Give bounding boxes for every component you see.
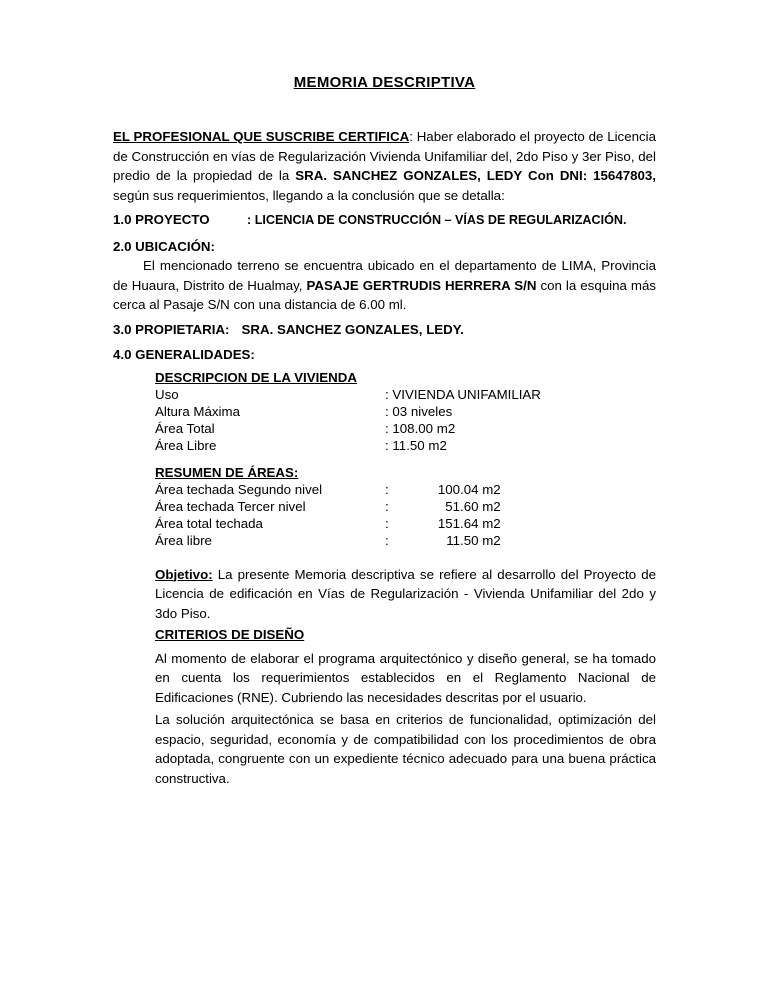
row-value: : 108.00 m2 — [385, 420, 456, 436]
resumen-row — [155, 532, 656, 549]
section-ubicacion-heading: 2.0 UBICACIÓN: — [113, 238, 215, 254]
row-label: Área Total — [155, 420, 215, 436]
intro-paragraph — [113, 127, 656, 205]
section-proyecto — [113, 210, 656, 231]
ubicacion-address: PASAJE GERTRUDIS HERRERA S/N — [306, 277, 537, 293]
intro-text-1: : Haber elaborado el proyecto de Licencia de Construcción en vías de Regularización Vivienda Unifamiliar del, 2do Piso y 3er Piso, del predio de la propiedad de la — [113, 129, 656, 183]
criterios-heading: CRITERIOS DE DISEÑO — [155, 627, 305, 642]
row-value: 51.60 m2 — [445, 498, 501, 514]
descripcion-row — [155, 437, 656, 454]
descripcion-heading: DESCRIPCION DE LA VIVIENDA — [155, 369, 357, 385]
resumen-row — [155, 498, 656, 515]
row-label: Altura Máxima — [155, 403, 240, 419]
ubicacion-paragraph — [113, 256, 656, 315]
proyecto-label: 1.0 PROYECTO — [113, 212, 210, 227]
ubicacion-text-2: con la esquina más cerca al Pasaje S/N con una distancia de 6.00 ml. — [113, 277, 656, 312]
row-label: Uso — [155, 386, 179, 402]
resumen-row — [155, 515, 656, 532]
section-propietaria — [113, 320, 656, 340]
propietaria-label: 3.0 PROPIETARIA: — [113, 321, 230, 337]
descripcion-rows — [155, 386, 656, 454]
descripcion-row — [155, 403, 656, 420]
row-value: 100.04 m2 — [437, 481, 501, 497]
row-label: Área Libre — [155, 437, 217, 453]
propietaria-value: SRA. SANCHEZ GONZALES, LEDY. — [241, 321, 464, 337]
row-colon: : — [385, 515, 389, 531]
criterios-paragraph-2: La solución arquitectónica se basa en criterios de funcionalidad, optimización del espacio, seguridad, economía y de compatibilidad con los procedimientos de obra adoptada, congruente con un expediente técnico adecuado para una buena práctica constructiva. — [155, 712, 656, 786]
resumen-rows — [155, 481, 656, 549]
row-label: Área techada Tercer nivel — [155, 498, 306, 514]
intro-text-2: según sus requerimientos, llegando a la conclusión que se detalla: — [113, 187, 505, 203]
row-value: : 11.50 m2 — [385, 437, 447, 453]
resumen-heading: RESUMEN DE ÁREAS: — [155, 464, 299, 480]
descripcion-row — [155, 386, 656, 403]
row-value: 151.64 m2 — [437, 515, 501, 531]
ubicacion-text-start: El mencionado terreno se encuentra ubicado en el departamento de LIMA, Provincia de Huaura, Distrito de Hualmay, — [113, 258, 656, 293]
objetivo-lead: Objetivo: — [155, 566, 213, 582]
row-value: : VIVIENDA UNIFAMILIAR — [385, 386, 541, 402]
row-label: Área libre — [155, 532, 212, 548]
page-title: MEMORIA DESCRIPTIVA — [293, 74, 476, 91]
objetivo-text: La presente Memoria descriptiva se refiere al desarrollo del Proyecto de Licencia de edificación en Vías de Regularización - Vivienda Unifamiliar del 2do y 3do Piso. — [155, 566, 656, 621]
proyecto-value: : LICENCIA DE CONSTRUCCIÓN – VÍAS DE REGULARIZACIÓN. — [247, 213, 627, 227]
intro-lead: EL PROFESIONAL QUE SUSCRIBE CERTIFICA — [113, 129, 410, 144]
row-colon: : — [385, 498, 389, 514]
resumen-row — [155, 481, 656, 498]
section-generalidades-heading: 4.0 GENERALIDADES: — [113, 347, 255, 362]
generalidades-body — [155, 369, 656, 789]
row-label: Área total techada — [155, 515, 263, 531]
objetivo-paragraph — [155, 565, 656, 624]
descripcion-row — [155, 420, 656, 437]
criterios-paragraph-1: Al momento de elaborar el programa arquitectónico y diseño general, se ha tomado en cuenta los requerimientos establecidos en el Reglamento Nacional de Edificaciones (RNE). Cubriendo las necesidades descritas por el usuario. — [155, 650, 656, 705]
row-colon: : — [385, 481, 389, 497]
intro-owner-name: SRA. SANCHEZ GONZALES, LEDY Con DNI: 15647803, — [295, 168, 656, 183]
row-label: Área techada Segundo nivel — [155, 481, 323, 497]
row-value: : 03 niveles — [385, 403, 453, 419]
row-colon: : — [385, 532, 389, 548]
row-value: 11.50 m2 — [446, 532, 501, 548]
